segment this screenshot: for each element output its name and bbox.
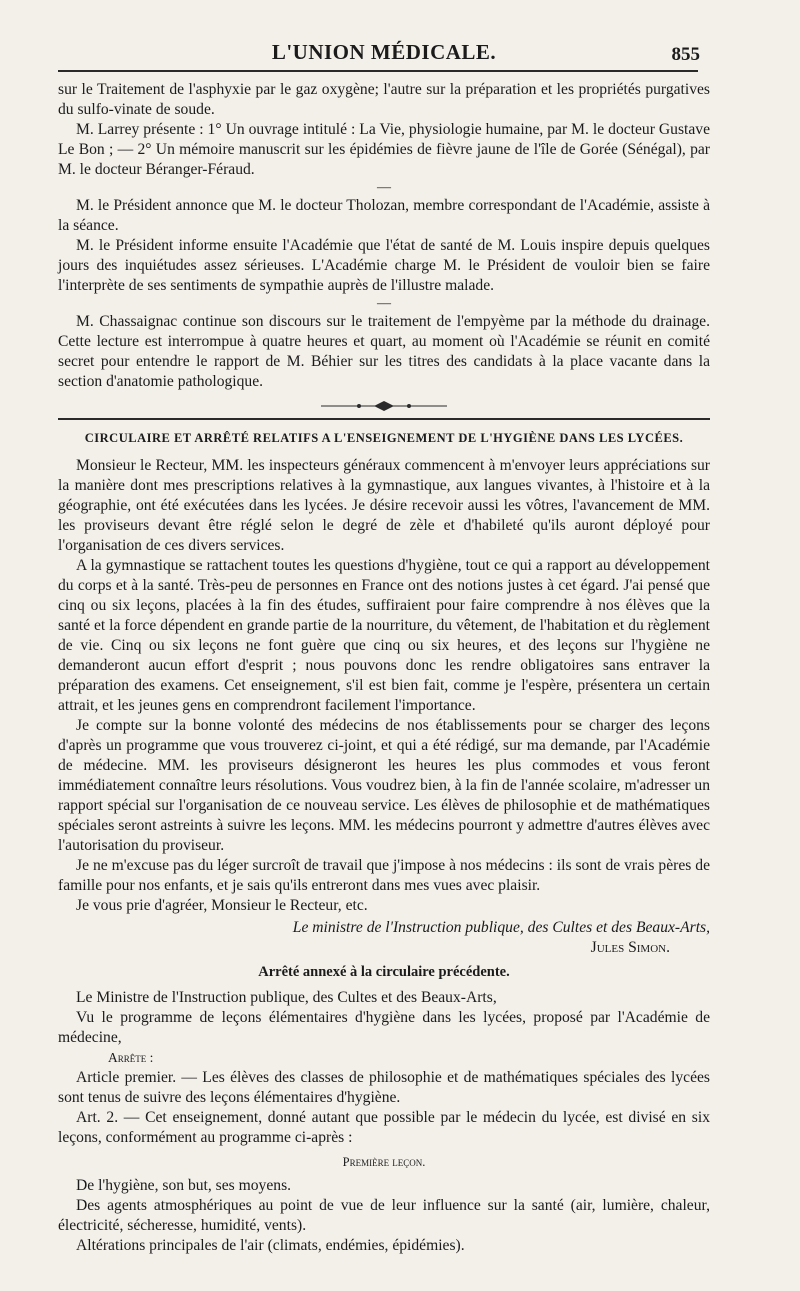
section-rule: [58, 418, 710, 420]
page-header: [58, 38, 710, 68]
body-text: [58, 80, 710, 1256]
academy-paragraph-1: sur le Traitement de l'asphyxie par le gaz oxygène; l'autre sur la préparation et les propriétés purgatives du sulfo-vinate de soude.: [58, 81, 710, 118]
circulaire-paragraph-4: Je ne m'excuse pas du léger surcroît de travail que j'impose à nos médecins : ils sont de vrais pères de famille pour nos enfants, et je sais qu'ils entreront dans mes vues avec plaisir.: [58, 857, 710, 894]
ornament-divider: [58, 398, 710, 414]
academy-paragraph-4: M. le Président informe ensuite l'Académie que l'état de santé de M. Louis inspire depuis quelques jours des inquiétudes assez sérieuses. L'Académie charge M. le Président de vouloir bien se faire l'interprète de ses sentiments de sympathie auprès de l'illustre malade.: [58, 237, 710, 294]
circulaire-paragraph-1: Monsieur le Recteur, MM. les inspecteurs généraux commencent à m'envoyer leurs appréciations sur la manière dont mes prescriptions relatives à la gymnastique, aux langues vivantes, à l'histoire et à la géographie, ont été exécutées dans les lycées. Je désire recevoir aussi les vôtres, l'avancement de MM. les proviseurs devant être réglé selon le degré de zèle et d'habileté qu'ils auront déployé pour l'organisation de ces divers services.: [58, 457, 710, 554]
arrete-label: Arrête :: [108, 1050, 154, 1065]
lecon-line-2: Des agents atmosphériques au point de vue de leur influence sur la santé (air, lumière, chaleur, électricité, sécheresse, humidité, vents).: [58, 1197, 710, 1234]
circulaire-paragraph-3: Je compte sur la bonne volonté des médecins de nos établissements pour se charger des leçons d'après un programme que vous trouverez ci-joint, et qui a été rédigé, sur ma demande, par l'Académie de médecine. MM. les proviseurs désigneront les heures les plus commodes et vous feront immédiatement connaître leurs résolutions. Vous voudrez bien, à la fin de l'année scolaire, m'adresser un rapport spécial sur l'organisation de ce nouveau service. Les élèves de philosophie et de mathématiques spéciales seront astreints à suivre les leçons. MM. les médecins pourront y admettre d'autres élèves avec l'autorisation du proviseur.: [58, 717, 710, 854]
header-rule: [58, 70, 698, 72]
circulaire-paragraph-2: A la gymnastique se rattachent toutes les questions d'hygiène, tout ce qui a rapport au développement du corps et à la santé. Très-peu de personnes en France ont des notions justes à cet égard. J'ai pensé que cinq ou six leçons, placées à la fin des études, suffiraient pour faire comprendre à nos élèves que la santé et la force dépendent en grande partie de la nourriture, du vêtement, de l'habitation et du règlement de vie. Cinq ou six leçons ne font guère que cinq ou six heures, et des leçons sur l'hygiène ne demanderont aucun effort d'esprit ; nous pouvons donc les rendre obligatoires sans entraver la préparation des examens. Cet enseignement, s'il est bien fait, comme je l'espère, présentera un certain attrait, et les jeunes gens en comprendront facilement l'importance.: [58, 557, 710, 714]
page-number: 855: [671, 44, 700, 65]
academy-paragraph-5: M. Chassaignac continue son discours sur le traitement de l'empyème par la méthode du drainage. Cette lecture est interrompue à quatre heures et quart, au moment où l'Académie se réunit en comité secret pour entendre le rapport de M. Béhier sur les titres des candidats à la place vacante dans la section d'anatomie pathologique.: [58, 313, 710, 390]
signature-line: Le ministre de l'Instruction publique, des Cultes et des Beaux-Arts,: [292, 919, 710, 936]
academy-paragraph-3: M. le Président annonce que M. le docteur Tholozan, membre correspondant de l'Académie, assiste à la séance.: [58, 197, 710, 234]
lecon-line-1: De l'hygiène, son but, ses moyens.: [76, 1177, 292, 1194]
lecon-title: Première leçon.: [342, 1155, 426, 1169]
arrete-paragraph-1: Le Ministre de l'Instruction publique, des Cultes et des Beaux-Arts,: [76, 989, 497, 1006]
signature-name: Jules Simon.: [590, 939, 670, 956]
arrete-title: Arrêté annexé à la circulaire précédente.: [258, 964, 510, 980]
circulaire-paragraph-5: Je vous prie d'agréer, Monsieur le Recteur, etc.: [76, 897, 368, 914]
section-dash: —: [377, 296, 391, 311]
article-premier: Article premier. — Les élèves des classes de philosophie et de mathématiques spéciales des lycées sont tenus de suivre des leçons élémentaires d'hygiène.: [58, 1069, 710, 1106]
journal-title: L'UNION MÉDICALE.: [271, 40, 497, 64]
arrete-paragraph-2: Vu le programme de leçons élémentaires d'hygiène dans les lycées, proposé par l'Académie de médecine,: [58, 1009, 710, 1046]
lecon-line-3: Altérations principales de l'air (climats, endémies, épidémies).: [76, 1237, 465, 1254]
academy-paragraph-2: M. Larrey présente : 1° Un ouvrage intitulé : La Vie, physiologie humaine, par M. le docteur Gustave Le Bon ; — 2° Un mémoire manuscrit sur les épidémies de fièvre jaune de l'île de Gorée (Sénégal), par M. le docteur Béranger-Féraud.: [58, 121, 710, 178]
circulaire-title: CIRCULAIRE ET ARRÊTÉ RELATIFS A L'ENSEIGNEMENT DE L'HYGIÈNE DANS LES LYCÉES.: [84, 431, 684, 445]
section-dash: —: [377, 180, 391, 195]
article-2: Art. 2. — Cet enseignement, donné autant que possible par le médecin du lycée, est divisé en six leçons, conformément au programme ci-après :: [58, 1109, 710, 1146]
